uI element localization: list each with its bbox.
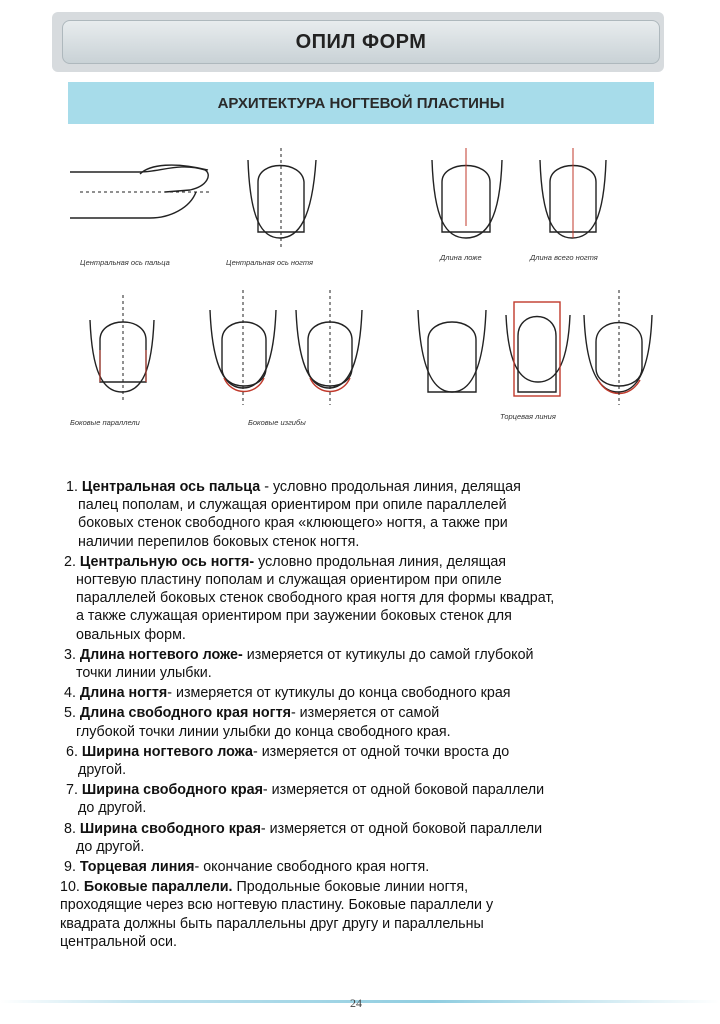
- label-bed-length: Длина ложе: [440, 253, 482, 262]
- section-title-bar: [68, 82, 654, 124]
- list-item: 3. Длина ногтевого ложе- измеряется от кутикулы до самой глубокой точки линии улыбки.: [64, 646, 534, 682]
- list-item: 4. Длина ногтя- измеряется от кутикулы до конца свободного края: [64, 685, 511, 702]
- list-item: 9. Торцевая линия- окончание свободного края ногтя.: [64, 859, 430, 876]
- end-line-figure-3: [584, 290, 652, 405]
- list-item: 5. Длина свободного края ногтя- измеряется от самой глубокой точки линии улыбки до конца свободного края.: [64, 705, 451, 740]
- item-term: Боковые параллели.: [83, 879, 233, 896]
- item-term: Центральную ось ногтя-: [79, 553, 255, 570]
- side-bends-figure-2: [296, 290, 362, 405]
- list-item: 8. Ширина свободного края- измеряется от одной боковой параллели до другой.: [64, 820, 543, 855]
- list-item: 6. Ширина ногтевого ложа- измеряется от одной точки вроста до другой.: [66, 743, 510, 779]
- label-nail-axis: Центральная ось ногтя: [226, 258, 314, 267]
- nail-architecture-figures: [0, 130, 720, 440]
- side-bends-figure-1: [210, 290, 276, 405]
- end-line-figure-1: [418, 310, 486, 392]
- page-number: 24: [350, 996, 362, 1010]
- item-term: Ширина ногтевого ложа: [81, 743, 253, 760]
- label-side-parallels: Боковые параллели: [70, 418, 140, 427]
- definitions-list: [54, 478, 674, 953]
- section-title: АРХИТЕКТУРА НОГТЕВОЙ ПЛАСТИНЫ: [217, 94, 505, 112]
- nail-axis-figure: [248, 148, 316, 248]
- list-item: 10. Боковые параллели. Продольные боковые линии ногтя, проходящие через всю ногтевую пластину. Боковые параллели у квадрата должны быть параллельны друг другу и параллельны центральной оси.: [60, 879, 494, 950]
- list-item: 1. Центральная ось пальца - условно продольная линия, делящая палец пополам, и служащая ориентиром при опиле параллелей боковых стенок свободного края «клюющего» ногтя, а также при наличии перепилов боковых стенок ногтя.: [66, 479, 521, 550]
- page-title: ОПИЛ ФОРМ: [295, 30, 427, 53]
- item-term: Ширина свободного края: [79, 820, 261, 837]
- item-term: Длина ногтевого ложе-: [79, 646, 243, 663]
- finger-profile-figure: [70, 165, 210, 218]
- side-parallels-figure: [90, 295, 154, 400]
- bed-length-figure: [432, 148, 502, 238]
- total-length-figure: [540, 148, 606, 238]
- list-item: 7. Ширина свободного края- измеряется от одной боковой параллели до другой.: [66, 782, 545, 817]
- item-term: Длина свободного края ногтя: [79, 705, 291, 722]
- item-term: Центральная ось пальца: [81, 479, 261, 495]
- list-item: 2. Центральную ось ногтя- условно продольная линия, делящая ногтевую пластину пополам и служащая ориентиром при опиле параллелей боковых стенок свободного края ногтя для формы квадрат, а также служащая ориентиром при заужении боковых стенок для овальных форм.: [64, 553, 555, 643]
- end-line-figure-2: [506, 302, 570, 396]
- item-term: Длина ногтя: [79, 685, 168, 702]
- page-title-bar: [62, 20, 660, 64]
- label-end-line: Торцевая линия: [500, 412, 556, 421]
- item-term: Торцевая линия: [79, 859, 195, 876]
- item-term: Ширина свободного края: [81, 782, 263, 799]
- label-side-bends: Боковые изгибы: [248, 418, 306, 427]
- label-total-length: Длина всего ногтя: [530, 253, 598, 262]
- label-finger-axis: Центральная ось пальца: [80, 258, 170, 267]
